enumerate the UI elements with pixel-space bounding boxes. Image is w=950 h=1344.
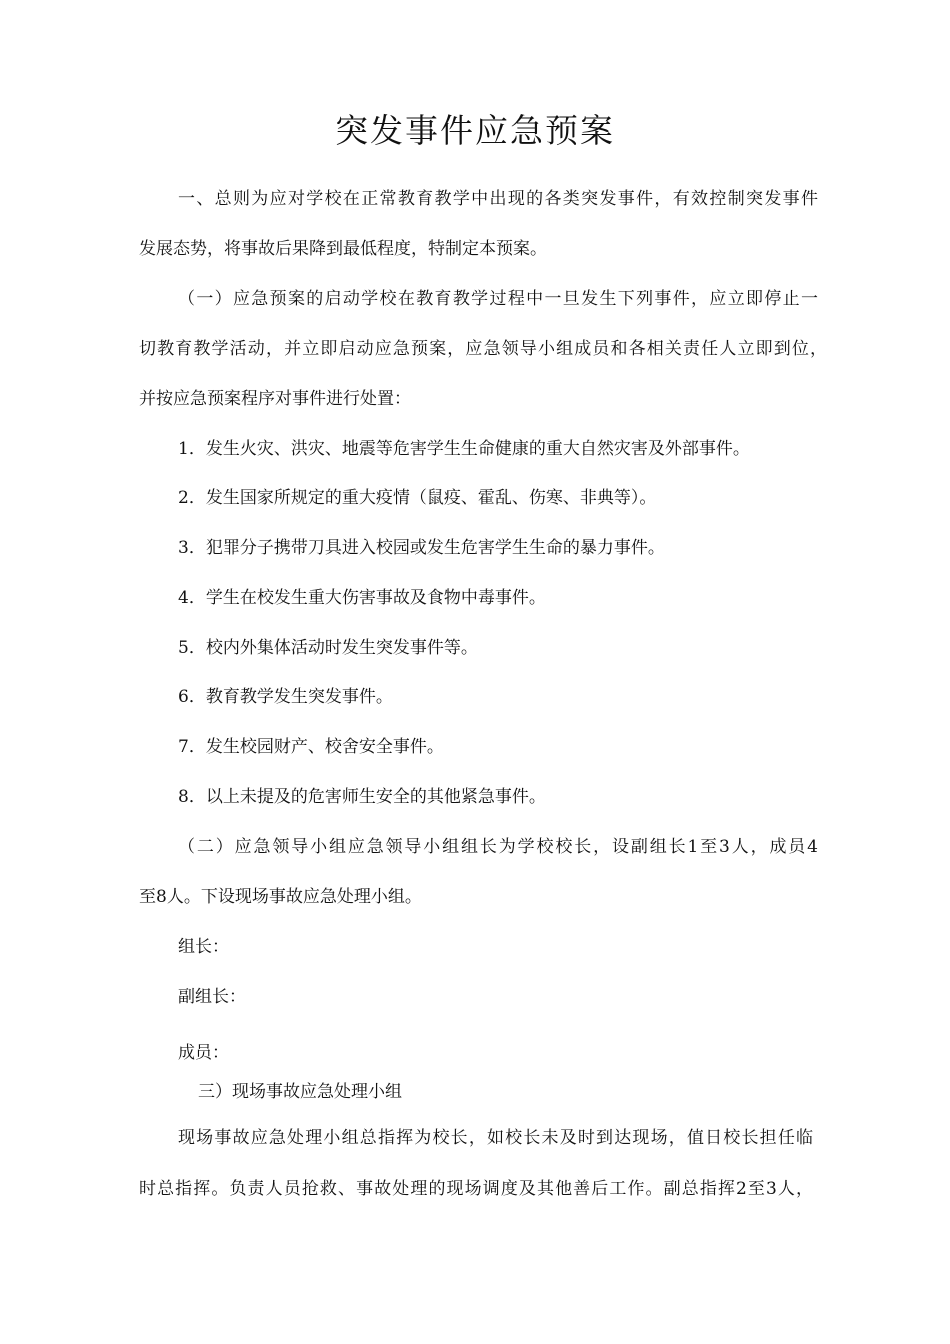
paragraph-line: （二）应急领导小组应急领导小组组长为学校校长，设副组长1至3人，成员4 <box>178 837 818 857</box>
paragraph-line: 至8人。下设现场事故应急处理小组。 <box>139 887 422 907</box>
list-item: 5．校内外集体活动时发生突发事件等。 <box>178 638 478 658</box>
document-title: 突发事件应急预案 <box>335 111 615 150</box>
paragraph-line: 一、总则为应对学校在正常教育教学中出现的各类突发事件，有效控制突发事件 <box>178 189 818 209</box>
list-item: 6．教育教学发生突发事件。 <box>178 687 393 707</box>
members-label: 成员： <box>178 1043 229 1063</box>
deputy-leader-label: 副组长： <box>178 987 246 1007</box>
list-item: 7．发生校园财产、校舍安全事件。 <box>178 737 444 757</box>
leader-label: 组长： <box>178 937 229 957</box>
paragraph-line: （一）应急预案的启动学校在教育教学过程中一旦发生下列事件，应立即停止一 <box>178 289 818 309</box>
paragraph-line: 切教育教学活动，并立即启动应急预案，应急领导小组成员和各相关责任人立即到位， <box>139 339 827 359</box>
list-item: 8．以上未提及的危害师生安全的其他紧急事件。 <box>178 787 546 807</box>
list-item: 2．发生国家所规定的重大疫情（鼠疫、霍乱、伤寒、非典等）。 <box>178 488 657 508</box>
paragraph-line: 发展态势，将事故后果降到最低程度，特制定本预案。 <box>139 239 547 259</box>
paragraph-line: 时总指挥。负责人员抢救、事故处理的现场调度及其他善后工作。副总指挥2至3人， <box>139 1179 813 1199</box>
paragraph-line: 并按应急预案程序对事件进行处置： <box>139 389 411 409</box>
list-item: 3．犯罪分子携带刀具进入校园或发生危害学生生命的暴力事件。 <box>178 538 665 558</box>
section-heading: 三）现场事故应急处理小组 <box>198 1082 402 1102</box>
list-item: 1．发生火灾、洪灾、地震等危害学生生命健康的重大自然灾害及外部事件。 <box>178 439 750 459</box>
list-item: 4．学生在校发生重大伤害事故及食物中毒事件。 <box>178 588 546 608</box>
paragraph-line: 现场事故应急处理小组总指挥为校长，如校长未及时到达现场，值日校长担任临 <box>178 1128 813 1148</box>
